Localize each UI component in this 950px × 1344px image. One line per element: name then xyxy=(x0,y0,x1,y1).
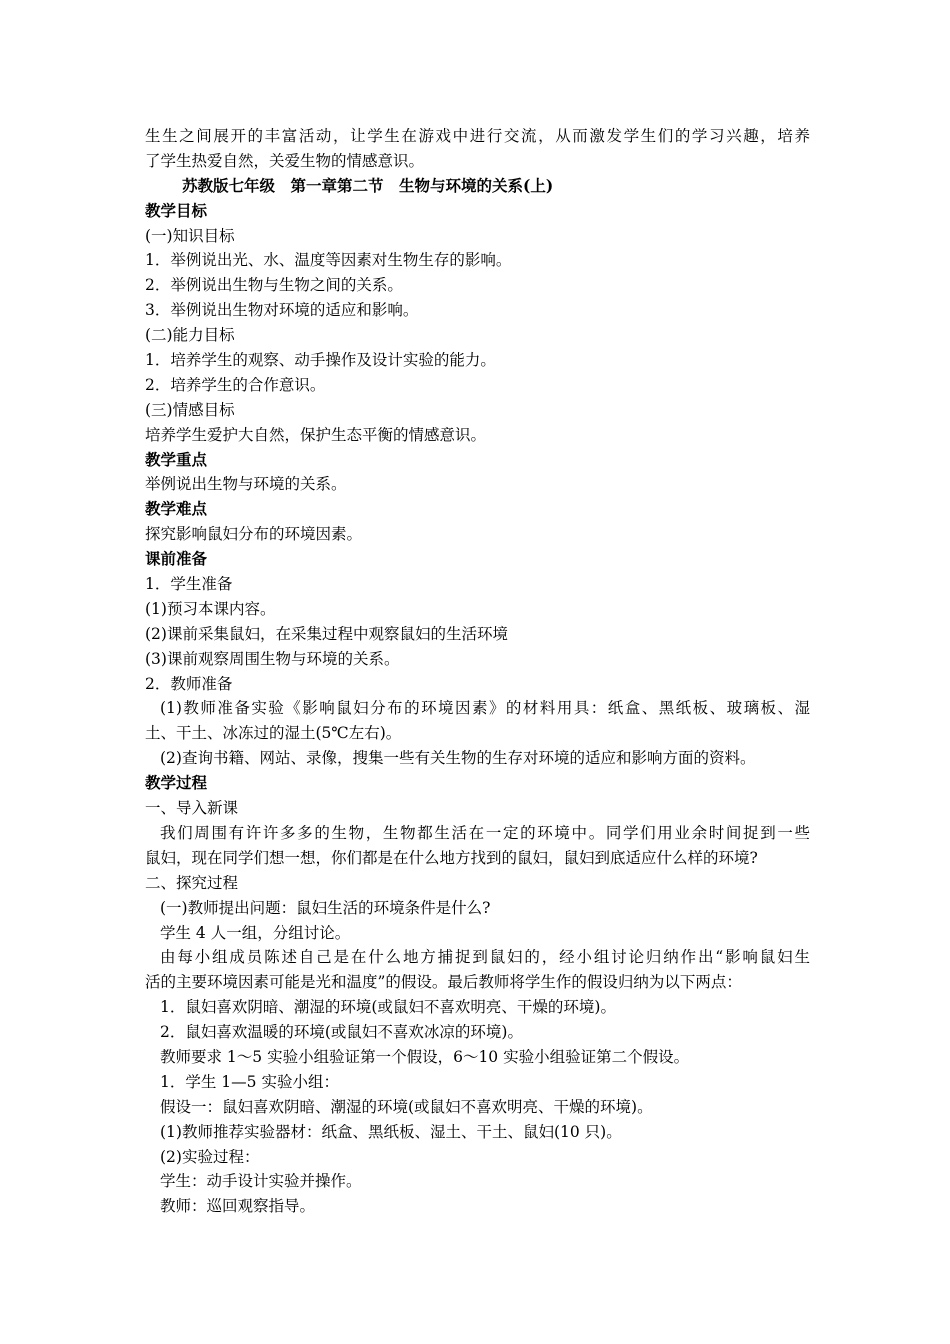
paragraph-line: 生生之间展开的丰富活动，让学生在游戏中进行交流，从而激发学生们的学习兴趣，培养 xyxy=(145,127,810,145)
subheading: (二)能力目标 xyxy=(145,326,235,345)
paragraph-line: 由每小组成员陈述自己是在什么地方捕捉到鼠妇的，经小组讨论归纳作出“影响鼠妇生 xyxy=(160,948,810,967)
list-item: (1)预习本课内容。 xyxy=(145,599,276,618)
paragraph-line: 培养学生爱护大自然，保护生态平衡的情感意识。 xyxy=(145,425,487,444)
paragraph-line: 我们周围有许许多多的生物，生物都生活在一定的环境中。同学们用业余时间捉到一些 xyxy=(160,823,810,842)
paragraph-line: 学生：动手设计实验并操作。 xyxy=(160,1172,362,1191)
list-item: (1)教师准备实验《影响鼠妇分布的环境因素》的材料用具：纸盒、黑纸板、玻璃板、湿 xyxy=(160,699,810,718)
list-item: 1．学生 1—5 实验小组： xyxy=(160,1072,339,1091)
list-item: 2．培养学生的合作意识。 xyxy=(145,375,326,394)
list-item: (2)课前采集鼠妇，在采集过程中观察鼠妇的生活环境 xyxy=(145,624,508,643)
section-heading-objectives: 教学目标 xyxy=(145,200,208,220)
paragraph-line: 活的主要环境因素可能是光和温度”的假设。最后教师将学生作的假设归纳为以下两点： xyxy=(145,973,742,992)
paragraph-line: 了学生热爱自然，关爱生物的情感意识。 xyxy=(145,151,425,170)
paragraph-line: 举例说出生物与环境的关系。 xyxy=(145,475,347,494)
document-body xyxy=(145,124,810,1219)
subheading: 二、探究过程 xyxy=(145,873,239,892)
subheading: (一)知识目标 xyxy=(145,226,235,245)
section-heading-difficulties: 教学难点 xyxy=(145,499,208,519)
paragraph-line: 教师：巡回观察指导。 xyxy=(160,1197,316,1216)
subheading: 1．学生准备 xyxy=(145,575,233,594)
section-heading-process: 教学过程 xyxy=(145,773,208,793)
list-item: (3)课前观察周围生物与环境的关系。 xyxy=(145,649,400,668)
paragraph-line: (一)教师提出问题：鼠妇生活的环境条件是什么? xyxy=(160,898,491,917)
list-item: (2)实验过程： xyxy=(160,1147,260,1166)
list-item: 1．培养学生的观察、动手操作及设计实验的能力。 xyxy=(145,351,496,370)
list-item: 1．举例说出光、水、温度等因素对生物生存的影响。 xyxy=(145,251,512,270)
list-item: 3．举例说出生物对环境的适应和影响。 xyxy=(145,301,419,320)
subheading: 一、导入新课 xyxy=(145,799,239,818)
subheading: (三)情感目标 xyxy=(145,400,235,419)
section-heading-preparation: 课前准备 xyxy=(145,549,208,569)
paragraph-line: 探究影响鼠妇分布的环境因素。 xyxy=(145,525,363,544)
list-item: (1)教师推荐实验器材：纸盒、黑纸板、湿土、干土、鼠妇(10 只)。 xyxy=(160,1122,622,1141)
list-item: (2)查询书籍、网站、录像，搜集一些有关生物的生存对环境的适应和影响方面的资料。 xyxy=(160,749,756,768)
list-item: 2．举例说出生物与生物之间的关系。 xyxy=(145,276,403,295)
paragraph-line: 学生 4 人一组，分组讨论。 xyxy=(160,923,351,942)
paragraph-line: 土、干土、冰冻过的湿土(5℃左右)。 xyxy=(145,724,402,743)
paragraph-line: 假设一：鼠妇喜欢阴暗、潮湿的环境(或鼠妇不喜欢明亮、干燥的环境)。 xyxy=(160,1097,653,1116)
paragraph-line: 鼠妇，现在同学们想一想，你们都是在什么地方找到的鼠妇，鼠妇到底适应什么样的环境? xyxy=(145,848,758,867)
section-heading-key-points: 教学重点 xyxy=(145,449,208,469)
list-item: 1．鼠妇喜欢阴暗、潮湿的环境(或鼠妇不喜欢明亮、干燥的环境)。 xyxy=(160,998,616,1017)
paragraph-line: 教师要求 1～5 实验小组验证第一个假设，6～10 实验小组验证第二个假设。 xyxy=(160,1047,690,1066)
subheading: 2．教师准备 xyxy=(145,674,233,693)
lesson-title: 苏教版七年级 第一章第二节 生物与环境的关系(上) xyxy=(182,175,554,195)
list-item: 2．鼠妇喜欢温暖的环境(或鼠妇不喜欢冰凉的环境)。 xyxy=(160,1023,523,1042)
